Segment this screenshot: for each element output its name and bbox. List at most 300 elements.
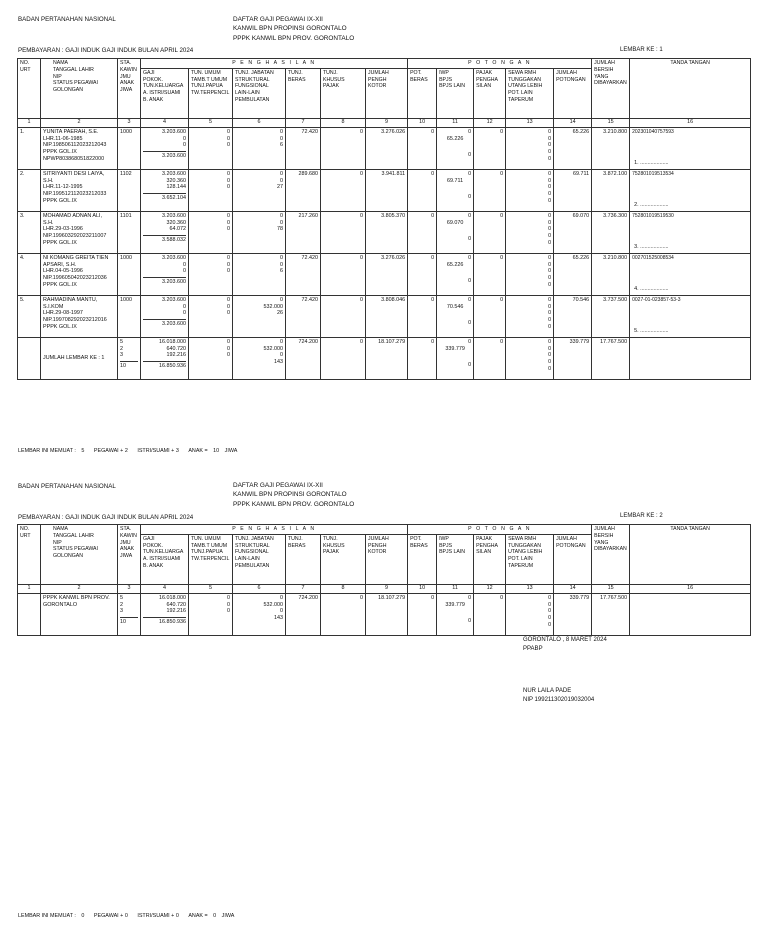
amount: 724.200	[298, 338, 318, 345]
amount: 0	[227, 212, 230, 219]
cell-gaji	[141, 337, 189, 379]
header-text: PAJAK	[476, 535, 493, 542]
col-khusus	[321, 68, 366, 118]
cell-kotor	[366, 211, 408, 253]
amount: 0	[280, 135, 283, 142]
amount: 0	[227, 261, 230, 268]
col-jml_pot	[554, 68, 592, 118]
row-number: 4.	[20, 254, 25, 261]
cell-sewa	[506, 337, 554, 379]
amount: 0	[468, 362, 472, 369]
col-nama	[41, 525, 118, 585]
cell-khusus	[321, 593, 366, 635]
employee-info: NIP.199603292023211007	[43, 233, 107, 240]
table-row	[18, 253, 751, 295]
amount: 0	[548, 191, 552, 198]
col-bersih	[592, 525, 630, 585]
cell-sewa	[506, 593, 554, 635]
amount: 0	[431, 296, 435, 303]
amount: 72.420	[301, 296, 318, 303]
col-khusus	[321, 534, 366, 584]
header-text: P E N G H A S I L A N	[232, 526, 316, 532]
col-tun_jab	[233, 68, 286, 118]
employee-info: RAHMADINA MANTU,	[43, 296, 98, 303]
agency-name: BADAN PERTANAHAN NASIONAL	[18, 16, 116, 23]
footer-label: ANAK =	[188, 913, 208, 919]
payment-line: PEMBAYARAN : GAJI INDUK GAJI INDUK BULAN APRIL 2024	[18, 47, 194, 54]
cell-pot-beras	[408, 295, 437, 337]
col-kotor	[366, 68, 408, 118]
amount: 65.226	[572, 128, 590, 135]
column-number	[437, 118, 474, 127]
amount: 192.216	[166, 608, 186, 615]
cell-iwp	[437, 593, 474, 635]
cell-tun-jabatan	[233, 593, 286, 635]
sign-nip: NIP 199211302019032004	[523, 697, 595, 704]
header-text: TUNJ. JABATAN	[235, 535, 274, 542]
amount: 69.070	[572, 212, 590, 219]
header-text: POKOK.	[143, 76, 163, 83]
column-number	[286, 584, 321, 593]
column-number-text: 11	[452, 119, 458, 126]
cell-beras	[286, 127, 321, 169]
sta: 1102	[120, 170, 132, 177]
amount: 16.018.000	[159, 338, 186, 345]
amount: 0	[548, 156, 552, 163]
header-text: PENGHA	[476, 76, 498, 83]
cell-sta	[118, 169, 141, 211]
cell-pajak	[474, 127, 506, 169]
sta: 5	[120, 338, 123, 345]
sheet-2	[0, 466, 768, 932]
header-text: TUNGGAKAN	[508, 542, 541, 549]
amount: 0	[500, 128, 504, 135]
header-text: GAJI	[143, 535, 155, 542]
col-ttd	[630, 525, 751, 585]
header-text: KOTOR	[368, 83, 387, 90]
cell-khusus	[321, 253, 366, 295]
cell-kotor	[366, 253, 408, 295]
cell-tun-umum	[189, 593, 233, 635]
amount: 0	[227, 268, 230, 275]
cell-jml-potongan	[554, 337, 592, 379]
amount: 0	[280, 170, 283, 177]
row-number: 5.	[20, 296, 25, 303]
column-number-text: 2	[77, 119, 81, 126]
signature-line: 1. ...................	[634, 159, 669, 166]
header-text: ANAK	[120, 80, 135, 87]
column-number-text: 2	[77, 585, 81, 592]
sta: 3	[120, 608, 123, 615]
cell-sta	[118, 253, 141, 295]
header-text: UTANG LEBIH	[508, 549, 543, 556]
column-number-text: 7	[301, 119, 305, 126]
cell-employee	[41, 169, 118, 211]
header-text: JUMLAH	[556, 69, 577, 76]
amount: 0	[548, 219, 552, 226]
salary-table	[17, 524, 751, 636]
amount: 0	[227, 226, 230, 233]
cell-bersih	[592, 253, 630, 295]
amount: 0	[360, 338, 363, 345]
header-text: PAJAK	[323, 83, 340, 90]
column-number-text: 15	[607, 585, 614, 592]
header-text: TAPERUM	[508, 562, 534, 569]
amount: 640.720	[166, 601, 186, 608]
column-number	[474, 584, 506, 593]
cell-tun-umum	[189, 211, 233, 253]
group-potongan	[408, 525, 592, 535]
table-header-group	[18, 59, 751, 69]
header-text: TUNJ.PAPUA	[191, 549, 223, 556]
cell-jml-potongan	[554, 593, 592, 635]
amount: 3.276.026	[381, 254, 406, 261]
header-text: FUNGSIONAL	[235, 83, 269, 90]
cell-tun-jabatan	[233, 211, 286, 253]
amount: 65.226	[572, 254, 590, 261]
column-numbers	[18, 118, 751, 127]
cell-tun-jabatan	[233, 253, 286, 295]
amount: 0	[548, 615, 552, 622]
amount: 0	[227, 135, 230, 142]
header-text: BERAS	[410, 76, 428, 83]
cell-tun-umum	[189, 127, 233, 169]
header-text: YANG	[594, 539, 609, 546]
col-nama	[41, 59, 118, 119]
cell-no	[18, 211, 41, 253]
cell-pajak	[474, 295, 506, 337]
column-number	[18, 118, 41, 127]
column-number-text: 8	[341, 119, 345, 126]
cell-sta	[118, 593, 141, 635]
header-text: TUN.KELUARGA	[143, 549, 184, 556]
cell-pajak	[474, 253, 506, 295]
amount: 0	[431, 254, 435, 261]
amount: 0	[500, 338, 504, 345]
header-text: POT.	[410, 535, 422, 542]
amount: 26	[277, 310, 283, 317]
header-text: POKOK.	[143, 542, 163, 549]
column-number	[506, 118, 554, 127]
employee-info: NIP.199605042023212036	[43, 275, 107, 282]
header-text: LAIN-LAIN	[235, 556, 260, 562]
column-number	[286, 118, 321, 127]
sta: 2	[120, 601, 123, 608]
cell-bersih	[592, 127, 630, 169]
amount: 0	[548, 128, 552, 135]
header-text: PEMBULATAN	[235, 96, 270, 103]
header-text: NO. URT	[20, 526, 31, 539]
cell-beras	[286, 253, 321, 295]
column-number	[437, 584, 474, 593]
cell-ttd	[630, 127, 751, 169]
amount: 0	[548, 177, 552, 184]
amount: 0	[548, 275, 552, 282]
amount: 0	[227, 601, 230, 608]
cell-bersih	[592, 593, 630, 635]
amount: 70.546	[446, 303, 464, 310]
column-number	[233, 584, 286, 593]
cell-employee	[41, 253, 118, 295]
cell-no	[18, 337, 41, 379]
header-text: KHUSUS	[323, 542, 345, 549]
amount-total: 3.588.032	[162, 237, 186, 244]
cell-pot-beras	[408, 337, 437, 379]
amount: 0	[227, 128, 230, 135]
employee-info: NIP.199512112023212033	[43, 191, 107, 198]
column-number-text: 3	[127, 119, 131, 126]
col-gaji	[141, 534, 189, 584]
amount: 0	[548, 310, 552, 317]
cell-ttd	[630, 253, 751, 295]
footer-label: LEMBAR INI MEMUAT :	[18, 448, 76, 454]
amount: 0	[468, 320, 472, 327]
employee-info: NIP.199708292023212016	[43, 317, 107, 324]
cell-beras	[286, 295, 321, 337]
sta: 2	[120, 345, 123, 352]
amount-total: 3.203.600	[162, 321, 186, 328]
column-number-text: 10	[419, 119, 426, 126]
cell-beras	[286, 211, 321, 253]
amount: 0	[468, 278, 472, 285]
col-no	[18, 59, 41, 119]
column-number-text: 15	[607, 119, 614, 126]
amount: 3.203.600	[162, 296, 186, 303]
amount: 0	[548, 324, 552, 331]
header-text: TAMB.T UMUM	[191, 542, 228, 549]
amount: 0	[227, 345, 230, 352]
employee-info: SITRIYANTI DESI LAIYA,	[43, 170, 105, 177]
amount: 0	[548, 184, 552, 191]
col-kotor	[366, 534, 408, 584]
cell-gaji	[141, 253, 189, 295]
cell-total-label	[41, 593, 118, 635]
amount: 3.203.600	[162, 212, 186, 219]
amount: 0	[360, 128, 363, 135]
header-text: GOLONGAN	[53, 87, 83, 93]
amount: 339.779	[569, 338, 590, 345]
header-text: TUNJ. JABATAN	[235, 69, 274, 76]
column-number-text: 9	[385, 585, 389, 592]
signature-account: 0027-01-023857-53-3	[632, 296, 681, 303]
amount: 0	[548, 142, 552, 149]
amount: 532.000	[263, 345, 283, 352]
cell-bersih	[592, 295, 630, 337]
header-text: STRUKTURAL	[235, 76, 270, 83]
column-number-text: 14	[569, 585, 576, 592]
cell-bersih	[592, 169, 630, 211]
column-number	[18, 584, 41, 593]
header-text: GAJI	[143, 69, 155, 76]
cell-tun-umum	[189, 295, 233, 337]
cell-gaji	[141, 593, 189, 635]
header-text: JMU	[120, 539, 131, 546]
header-text: TW.TERPENCIL	[191, 556, 230, 562]
amount: 0	[548, 198, 552, 205]
cell-ttd	[630, 337, 751, 379]
column-number	[41, 584, 118, 593]
amount: 72.420	[301, 254, 318, 261]
cell-beras	[286, 169, 321, 211]
amount: 0	[360, 254, 363, 261]
amount: 0	[548, 303, 552, 310]
column-number	[321, 118, 366, 127]
header-text: IWP	[439, 535, 449, 542]
header-text: TANDA TANGAN	[670, 526, 710, 532]
column-number	[189, 118, 233, 127]
group-potongan	[408, 59, 592, 69]
column-number	[366, 118, 408, 127]
amount: 0	[183, 135, 186, 142]
amount: 6	[280, 268, 283, 275]
document-title	[233, 481, 354, 509]
cell-pot-beras	[408, 593, 437, 635]
amount: 3.736.300	[603, 212, 628, 219]
amount: 0	[227, 177, 230, 184]
header-text: TW.TERPENCIL	[191, 90, 230, 96]
signature-line: 2. ...................	[634, 201, 669, 208]
header-text: TANGGAL LAHIR	[53, 66, 94, 73]
column-number	[592, 584, 630, 593]
header-text: A. ISTRI/SUAMI	[143, 90, 181, 96]
group-penghasilan	[141, 525, 408, 535]
cell-beras	[286, 593, 321, 635]
amount: 0	[468, 618, 472, 625]
footer-summary	[18, 913, 234, 920]
header-text: NO. URT	[20, 60, 31, 73]
header-text: POTONGAN	[556, 76, 586, 83]
amount: 0	[548, 212, 552, 219]
cell-no	[18, 127, 41, 169]
column-number-text: 5	[209, 119, 212, 126]
amount: 3.210.800	[603, 128, 628, 135]
cell-khusus	[321, 337, 366, 379]
column-number	[141, 118, 189, 127]
signature-line: 5. ...................	[634, 327, 669, 334]
cell-sta	[118, 295, 141, 337]
document-title	[233, 15, 354, 43]
cell-no	[18, 593, 41, 635]
cell-pot-beras	[408, 169, 437, 211]
amount: 69.711	[573, 170, 590, 177]
footer-value: 0	[213, 913, 217, 919]
cell-ttd	[630, 211, 751, 253]
header-text: A. ISTRI/SUAMI	[143, 556, 181, 562]
col-tun_umum	[189, 68, 233, 118]
amount: 16.018.000	[159, 594, 186, 601]
employee-info: YUNITA PAERAH, S.E.	[43, 128, 99, 135]
amount: 192.216	[166, 352, 186, 359]
header-text: TAPERUM	[508, 96, 534, 103]
header-text: TUNGGAKAN	[508, 76, 541, 83]
amount: 0	[280, 128, 283, 135]
row-number: 2.	[20, 170, 25, 177]
header-text: TUNJ.	[323, 535, 338, 542]
column-number-text: 10	[419, 585, 426, 592]
lembar-ke: LEMBAR KE : 1	[620, 47, 663, 53]
group-penghasilan	[141, 59, 408, 69]
cell-iwp	[437, 253, 474, 295]
amount: 0	[548, 233, 552, 240]
cell-sewa	[506, 211, 554, 253]
cell-gaji	[141, 295, 189, 337]
column-number-text: 11	[452, 585, 458, 592]
cell-no	[18, 253, 41, 295]
amount: 17.767.500	[600, 594, 628, 601]
amount-total: 3.203.600	[162, 153, 186, 160]
column-number-text: 13	[526, 585, 533, 592]
amount: 532.000	[263, 303, 283, 310]
amount: 0	[227, 219, 230, 226]
title-line: KANWIL BPN PROPINSI GORONTALO	[233, 491, 347, 499]
column-number	[506, 584, 554, 593]
footer-value: 5	[81, 448, 85, 454]
amount: 3.210.800	[603, 254, 628, 261]
amount: 0	[280, 219, 283, 226]
amount: 640.720	[166, 345, 186, 352]
amount: 0	[183, 142, 186, 149]
col-sta	[118, 525, 141, 585]
amount: 3.203.600	[162, 254, 186, 261]
header-text: BERSIH	[594, 66, 614, 73]
employee-info: NI KOMANG GREITA TIEN	[43, 254, 109, 261]
cell-pot-beras	[408, 253, 437, 295]
column-number	[41, 118, 118, 127]
footer-label: LEMBAR INI MEMUAT :	[18, 913, 76, 919]
cell-jml-potongan	[554, 169, 592, 211]
amount: 3.872.100	[603, 170, 628, 177]
table-row	[18, 169, 751, 211]
cell-sta	[118, 337, 141, 379]
employee-info: LHR.29-08-1997	[43, 310, 83, 317]
amount: 0	[500, 296, 504, 303]
employee-info: PPPK GOL.IX	[43, 240, 77, 247]
amount: 0	[548, 282, 552, 289]
header-text: POT. LAIN	[508, 90, 533, 96]
header-text: SILAN	[476, 549, 492, 556]
amount: 0	[227, 310, 230, 317]
column-number-text: 8	[341, 585, 345, 592]
amount: 18.107.279	[378, 338, 406, 345]
header-text: TUNJ.	[288, 535, 303, 542]
header-text: BERAS	[410, 542, 428, 549]
sta: 10	[120, 619, 126, 626]
footer-label: ISTRI/SUAMI +	[137, 913, 175, 919]
employee-info: S.I.KOM	[43, 303, 64, 310]
header-text: IWP	[439, 69, 449, 76]
amount: 0	[468, 152, 472, 159]
column-number-text: 9	[385, 119, 389, 126]
cell-jml-potongan	[554, 127, 592, 169]
column-number-text: 1	[27, 585, 31, 592]
column-number-text: 4	[163, 585, 166, 592]
cell-pot-beras	[408, 127, 437, 169]
cell-employee	[41, 127, 118, 169]
cell-kotor	[366, 127, 408, 169]
col-sewa	[506, 534, 554, 584]
amount: 0	[500, 212, 504, 219]
amount: 0	[227, 254, 230, 261]
header-text: FUNGSIONAL	[235, 549, 269, 556]
col-pajak	[474, 68, 506, 118]
signature-account: 752801019519530	[632, 212, 674, 219]
column-number-text: 16	[687, 119, 694, 126]
footer-label: ISTRI/SUAMI +	[137, 448, 175, 454]
header-text: KOTOR	[368, 549, 387, 556]
cell-bersih	[592, 211, 630, 253]
header-text: UTANG LEBIH	[508, 83, 543, 90]
amount: 3.203.600	[162, 170, 186, 177]
